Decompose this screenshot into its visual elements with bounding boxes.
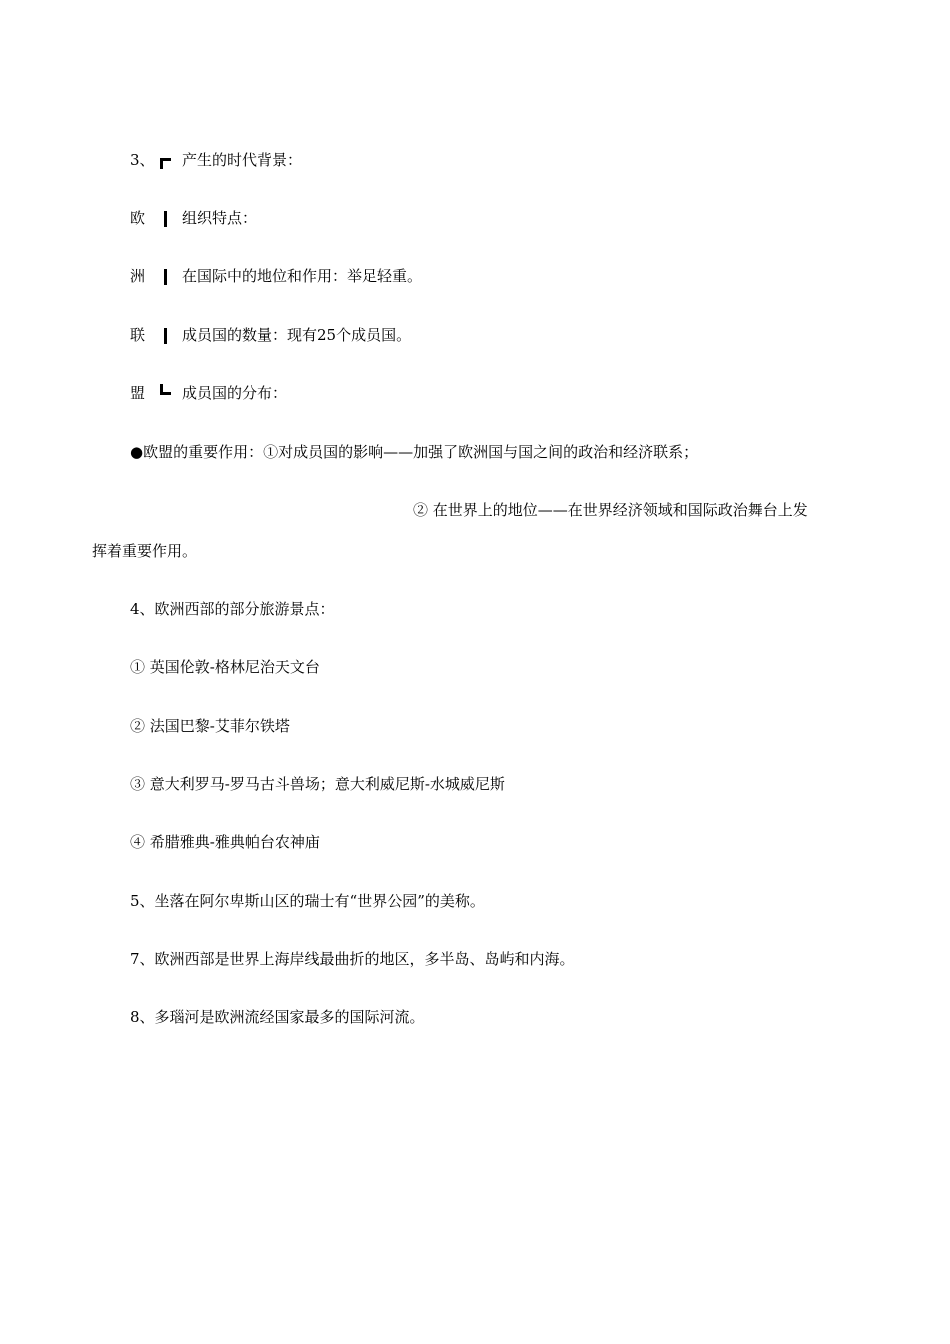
- eu-role-line-3: 挥着重要作用。: [92, 542, 198, 560]
- eu-row-text: 成员国的数量：现有25个成员国。: [182, 326, 412, 344]
- eu-row-text: 成员国的分布：: [182, 384, 288, 402]
- tourist-spot-item: ② 法国巴黎-艾菲尔铁塔: [130, 717, 290, 735]
- tourist-spot-item: ④ 希腊雅典-雅典帕台农神庙: [130, 833, 320, 851]
- eu-row-status: [130, 266, 422, 286]
- eu-row-organization: [130, 208, 257, 228]
- eu-row-text: 组织特点：: [182, 209, 258, 227]
- eu-vertical-char: 欧: [130, 209, 146, 227]
- bracket-middle-icon: [152, 325, 178, 345]
- item-number: 3、: [130, 151, 155, 169]
- eu-row-background: [130, 150, 302, 170]
- item-8-text: 8、多瑙河是欧洲流经国家最多的国际河流。: [130, 1008, 425, 1026]
- tourist-spot-item: ① 英国伦敦-格林尼治天文台: [130, 658, 320, 676]
- bracket-middle-icon: [152, 266, 178, 286]
- eu-vertical-char: 联: [130, 326, 146, 344]
- eu-row-distribution: [130, 383, 287, 403]
- bracket-middle-icon: [152, 208, 178, 228]
- bracket-bottom-icon: [152, 383, 178, 403]
- item-7-text: 7、欧洲西部是世界上海岸线最曲折的地区，多半岛、岛屿和内海。: [130, 950, 575, 968]
- eu-row-members: [130, 325, 411, 345]
- eu-vertical-char: 盟: [130, 384, 146, 402]
- item-5-text: 5、坐落在阿尔卑斯山区的瑞士有“世界公园”的美称。: [130, 892, 485, 910]
- eu-row-text: 在国际中的地位和作用：举足轻重。: [182, 267, 423, 285]
- tourist-spot-item: ③ 意大利罗马-罗马古斗兽场；意大利威尼斯-水城威尼斯: [130, 775, 505, 793]
- eu-vertical-char: 洲: [130, 267, 146, 285]
- eu-row-text: 产生的时代背景：: [182, 151, 303, 169]
- eu-role-line-2: ② 在世界上的地位——在世界经济领域和国际政治舞台上发: [413, 501, 808, 519]
- eu-role-line-1: ●欧盟的重要作用：①对成员国的影响——加强了欧洲国与国之间的政治和经济联系；: [130, 443, 699, 461]
- bracket-top-icon: [152, 150, 178, 170]
- tourist-spots-heading: 4、欧洲西部的部分旅游景点：: [130, 600, 335, 618]
